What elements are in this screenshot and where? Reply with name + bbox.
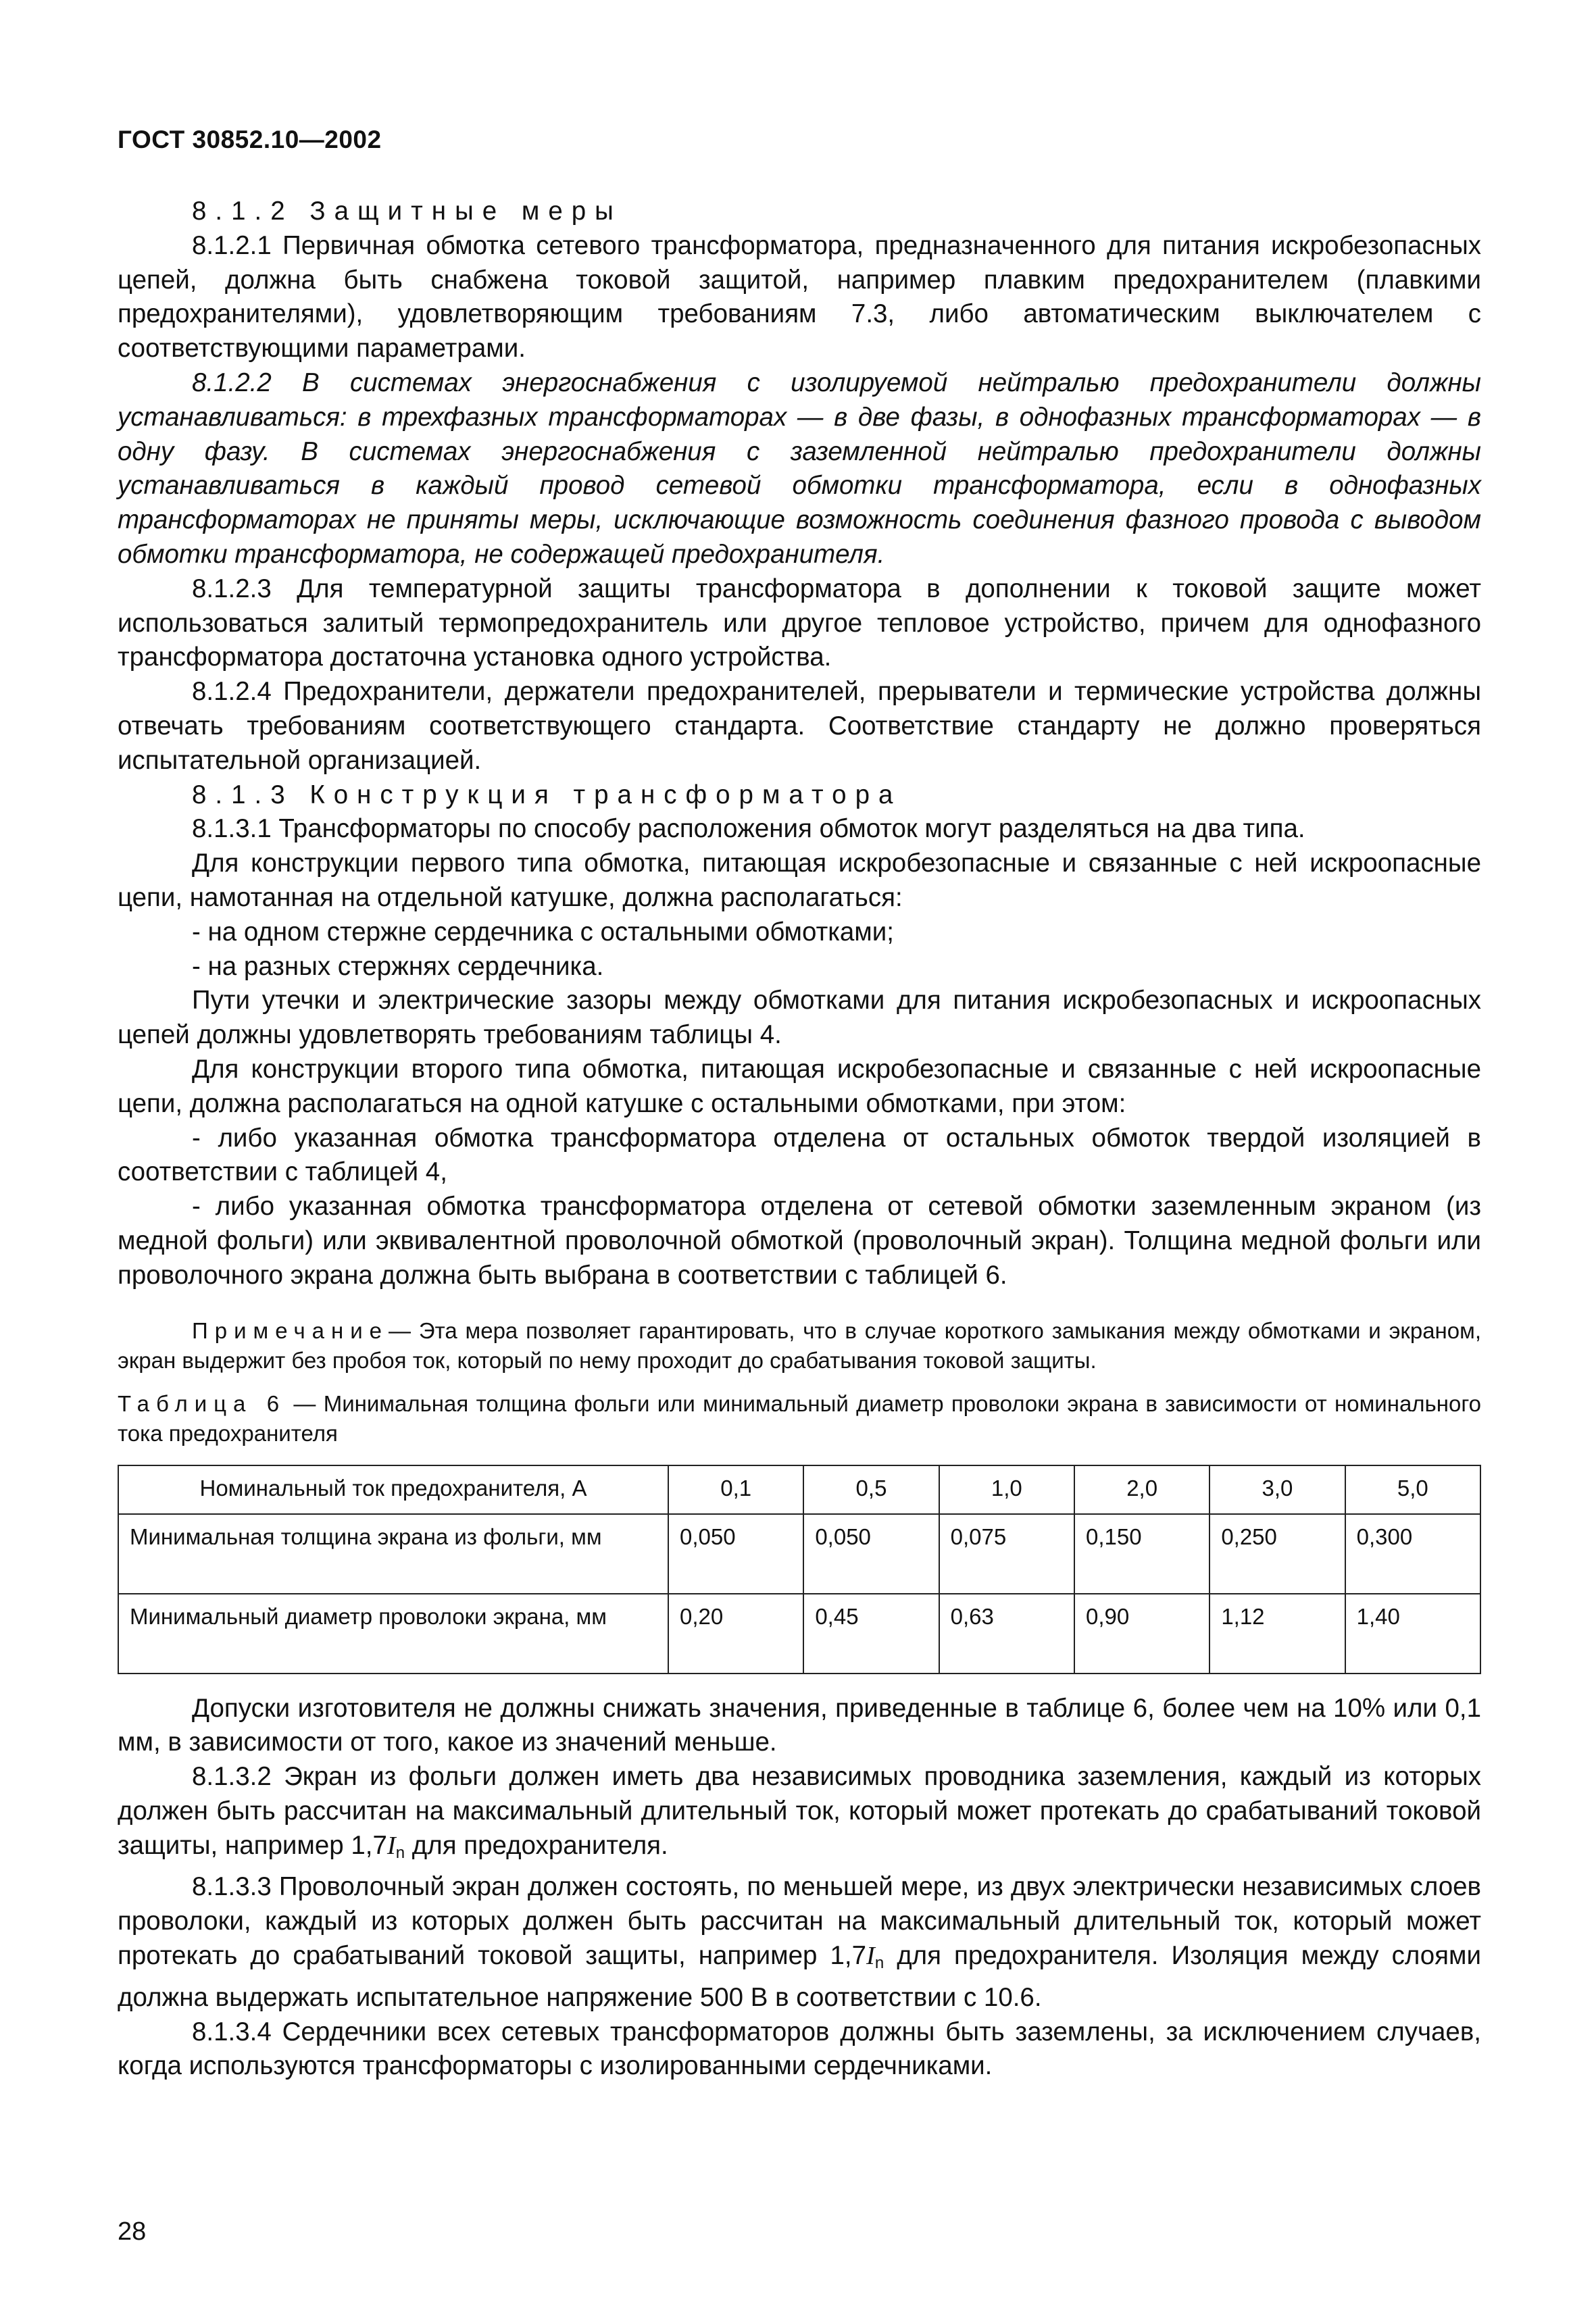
current-subscript: n (395, 1843, 405, 1862)
table-cell: 0,250 (1210, 1514, 1345, 1594)
table-row-label: Минимальный диаметр проволоки экрана, мм (118, 1594, 668, 1674)
table-cell: 0,150 (1074, 1514, 1210, 1594)
table-header-cell: 3,0 (1210, 1465, 1345, 1514)
table-6 (118, 1465, 1481, 1674)
current-symbol: I (866, 1942, 875, 1971)
table-row (118, 1514, 1480, 1594)
table-cell: 0,050 (668, 1514, 803, 1594)
current-subscript: n (874, 1954, 884, 1973)
current-symbol: I (386, 1831, 396, 1860)
section-8-1-3-heading: 8.1.3 Конструкция трансформатора (192, 780, 902, 809)
table-label: Таблица 6 (118, 1390, 286, 1416)
table-caption-text: — Минимальная толщина фольги или минимальный диаметр проволоки экрана в зависимости от номинального тока предохранителя (118, 1390, 1481, 1446)
note-label: Примечание (192, 1317, 389, 1343)
list-item: - на разных стержнях сердечника. (192, 951, 604, 981)
table-cell: 0,050 (803, 1514, 939, 1594)
paragraph-type1-intro: Для конструкции первого типа обмотка, питающая искробезопасные и связанные с ней искроопасные цепи, намотанная на отдельной катушке, должна располагаться: (118, 849, 1481, 912)
paragraph-8-1-2-4: 8.1.2.4 Предохранители, держатели предохранителей, прерыватели и термические устройства должны отвечать требованиям соответствующего стандарта. Соответствие стандарту не должно проверяться испытательной организацией. (118, 677, 1481, 775)
table-cell: 1,12 (1210, 1594, 1345, 1674)
paragraph-8-1-3-2: 8.1.3.2 Экран из фольги должен иметь два независимых проводника заземления, каждый из которых должен быть рассчитан на максимальный длительный ток, который может протекать до срабатываний токовой защиты, например $1,7I_n$ для предохранителя. (118, 1762, 1481, 1862)
page-number: 28 (118, 2217, 147, 2246)
table-cell: 1,40 (1345, 1594, 1480, 1674)
table-cell: 0,20 (668, 1594, 803, 1674)
paragraph-8-1-2-3: 8.1.2.3 Для температурной защиты трансформатора в дополнении к токовой защите может использоваться залитый термопредохранитель или другое тепловое устройство, причем для однофазного трансформатора достаточна установка одного устройства. (118, 574, 1481, 672)
paragraph-8-1-3-3: 8.1.3.3 Проволочный экран должен состоять, по меньшей мере, из двух электрически независимых слоев проволоки, каждый из которых должен быть рассчитан на максимальный длительный ток, который может протекать до срабатываний токовой защиты, например $1,7I_n$ для предохранителя. Изоляция между слоями должна выдержать испытательное напряжение 500 В в соответствии с 10.6. (118, 1872, 1482, 2012)
document-header: ГОСТ 30852.10—2002 (118, 126, 382, 153)
table-cell: 0,300 (1345, 1514, 1480, 1594)
table-caption (118, 1389, 1481, 1449)
table-cell: 0,90 (1074, 1594, 1210, 1674)
table-cell: 0,075 (939, 1514, 1074, 1594)
table-header-cell: 5,0 (1345, 1465, 1480, 1514)
table-header-cell: 0,5 (803, 1465, 939, 1514)
note-text: — Эта мера позволяет гарантировать, что в случае короткого замыкания между обмотками и экраном, экран выдержит без пробоя ток, который по нему проходит до срабатывания токовой защиты. (118, 1317, 1481, 1373)
table-header-cell: 1,0 (939, 1465, 1074, 1514)
paragraph-type2-intro: Для конструкции второго типа обмотка, питающая искробезопасные и связанные с ней искроопасные цепи, должна располагаться на одной катушке с остальными обмотками, при этом: (118, 1054, 1481, 1118)
table-header-cell: 0,1 (668, 1465, 803, 1514)
document-body (118, 195, 1481, 2084)
section-8-1-2-heading: 8.1.2 Защитные меры (192, 197, 622, 226)
paragraph-8-1-3-4: 8.1.3.4 Сердечники всех сетевых трансформаторов должны быть заземлены, за исключением случаев, когда используются трансформаторы с изолированными сердечниками. (118, 2017, 1481, 2081)
list-item: - на одном стержне сердечника с остальными обмотками; (192, 917, 894, 947)
table-header-row (118, 1465, 1480, 1514)
note (118, 1316, 1481, 1376)
table-header-label: Номинальный ток предохранителя, А (118, 1465, 668, 1514)
table-header-cell: 2,0 (1074, 1465, 1210, 1514)
list-item: - либо указанная обмотка трансформатора отделена от сетевой обмотки заземленным экраном (из медной фольги) или эквивалентной проволочной обмоткой (проволочный экран). Толщина медной фольги или проволочного экрана должна быть выбрана в соответствии с таблицей 6. (118, 1192, 1481, 1290)
table-row (118, 1594, 1480, 1674)
table-cell: 0,45 (803, 1594, 939, 1674)
paragraph-creepage: Пути утечки и электрические зазоры между обмотками для питания искробезопасных и искроопасных цепей должны удовлетворять требованиям таблицы 4. (118, 986, 1481, 1050)
paragraph-8-1-3-1: 8.1.3.1 Трансформаторы по способу расположения обмоток могут разделяться на два типа. (192, 814, 1305, 844)
paragraph-tolerance: Допуски изготовителя не должны снижать значения, приведенные в таблице 6, более чем на 10% или 0,1 мм, в зависимости от того, какое из значений меньше. (118, 1693, 1481, 1757)
table-cell: 0,63 (939, 1594, 1074, 1674)
paragraph-8-1-2-2: 8.1.2.2 В системах энергоснабжения с изолируемой нейтралью предохранители должны устанавливаться: в трехфазных трансформаторах — в две фазы, в однофазных трансформаторах — в одну фазу. В системах энергоснабжения с заземленной нейтралью предохранители должны устанавливаться в каждый провод сетевой обмотки трансформатора, если в однофазных трансформаторах не приняты меры, исключающие возможность соединения фазного провода с выводом обмотки трансформатора, не содержащей предохранителя. (118, 368, 1481, 569)
paragraph-8-1-2-1: 8.1.2.1 Первичная обмотка сетевого трансформатора, предназначенного для питания искробезопасных цепей, должна быть снабжена токовой защитой, например плавким предохранителем (плавкими предохранителями), удовлетворяющим требованиям 7.3, либо автоматическим выключателем с соответствующими параметрами. (118, 230, 1481, 363)
table-row-label: Минимальная толщина экрана из фольги, мм (118, 1514, 668, 1594)
list-item: - либо указанная обмотка трансформатора отделена от остальных обмоток твердой изоляцией в соответствии с таблицей 4, (118, 1123, 1481, 1187)
